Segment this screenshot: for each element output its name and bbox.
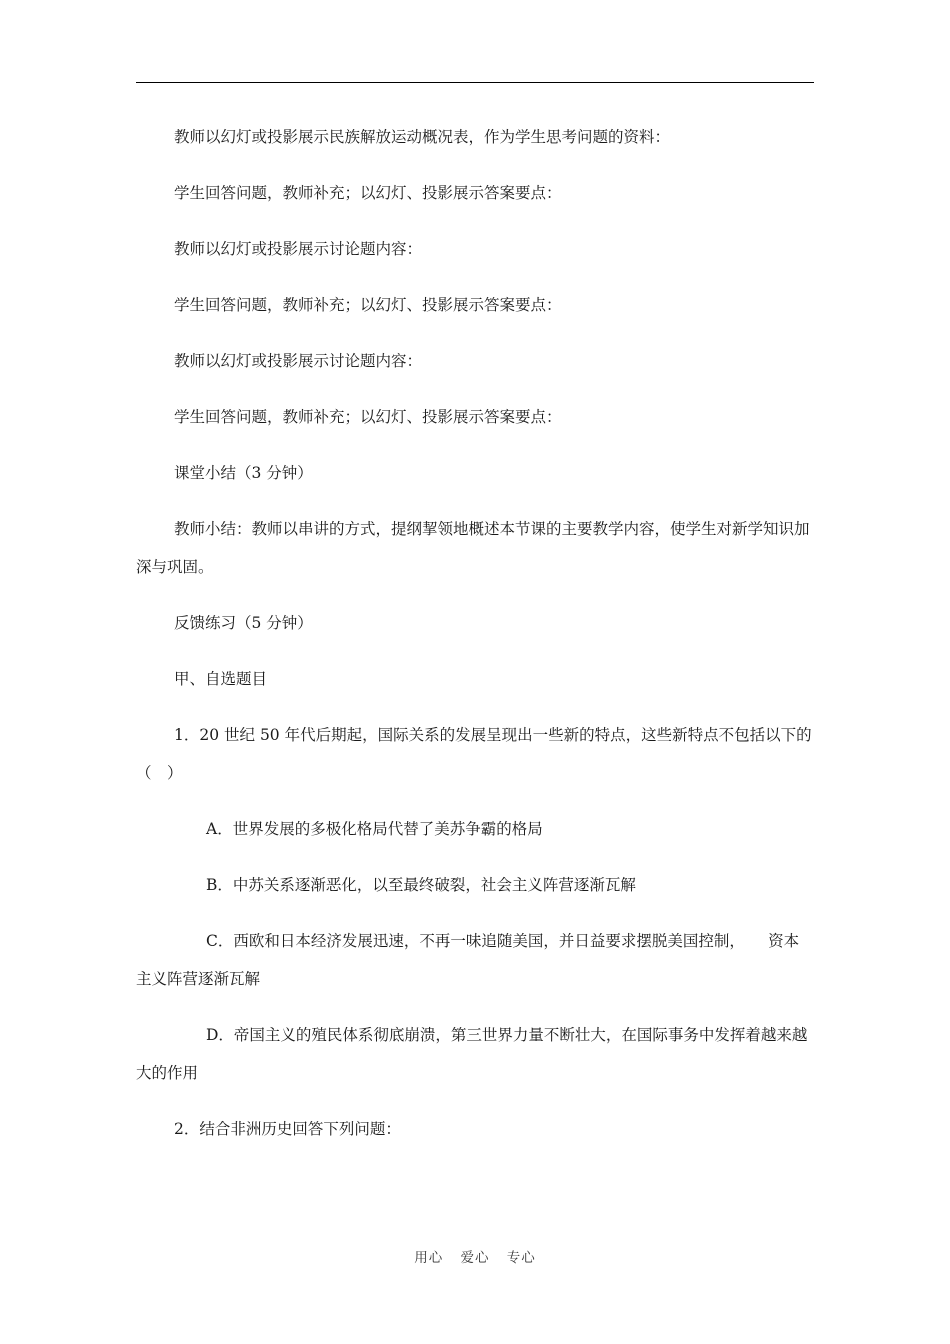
footer-text-middle: 爱心 xyxy=(460,1250,490,1266)
paragraph-discussion: 教师以幻灯或投影展示讨论题内容： xyxy=(174,240,423,258)
footer-text-right: 专心 xyxy=(506,1250,536,1266)
document-body xyxy=(136,118,814,1166)
question-2: 2．结合非洲历史回答下列问题： xyxy=(174,1120,401,1138)
paragraph-student-answer: 学生回答问题，教师补充；以幻灯、投影展示答案要点： xyxy=(174,296,562,314)
paragraph-slide-table: 教师以幻灯或投影展示民族解放运动概况表，作为学生思考问题的资料： xyxy=(174,128,671,146)
footer-text-left: 用心 xyxy=(414,1250,444,1266)
paragraph-student-answer: 学生回答问题，教师补充；以幻灯、投影展示答案要点： xyxy=(174,408,562,426)
paragraph-student-answer: 学生回答问题，教师补充；以幻灯、投影展示答案要点： xyxy=(174,184,562,202)
section-heading-self-select: 甲、自选题目 xyxy=(174,670,268,688)
section-heading-summary: 课堂小结（3 分钟） xyxy=(174,464,313,482)
section-heading-feedback: 反馈练习（5 分钟） xyxy=(174,614,313,632)
option-b: B．中苏关系逐渐恶化，以至最终破裂，社会主义阵营逐渐瓦解 xyxy=(206,876,636,894)
option-d: D．帝国主义的殖民体系彻底崩溃，第三世界力量不断壮大，在国际事务中发挥着越来越大的作用 xyxy=(136,1026,808,1082)
header-rule xyxy=(136,82,814,83)
paragraph-discussion: 教师以幻灯或投影展示讨论题内容： xyxy=(174,352,423,370)
question-1: 1．20 世纪 50 年代后期起，国际关系的发展呈现出一些新的特点，这些新特点不包括以下的（ ） xyxy=(136,726,812,782)
page-footer xyxy=(0,1246,950,1266)
option-a: A．世界发展的多极化格局代替了美苏争霸的格局 xyxy=(206,820,543,838)
paragraph-teacher-summary: 教师小结：教师以串讲的方式，提纲挈领地概述本节课的主要教学内容，使学生对新学知识加深与巩固。 xyxy=(136,520,810,576)
option-c: C．西欧和日本经济发展迅速，不再一味追随美国，并日益要求摆脱美国控制， 资本主义阵营逐渐瓦解 xyxy=(136,932,800,988)
